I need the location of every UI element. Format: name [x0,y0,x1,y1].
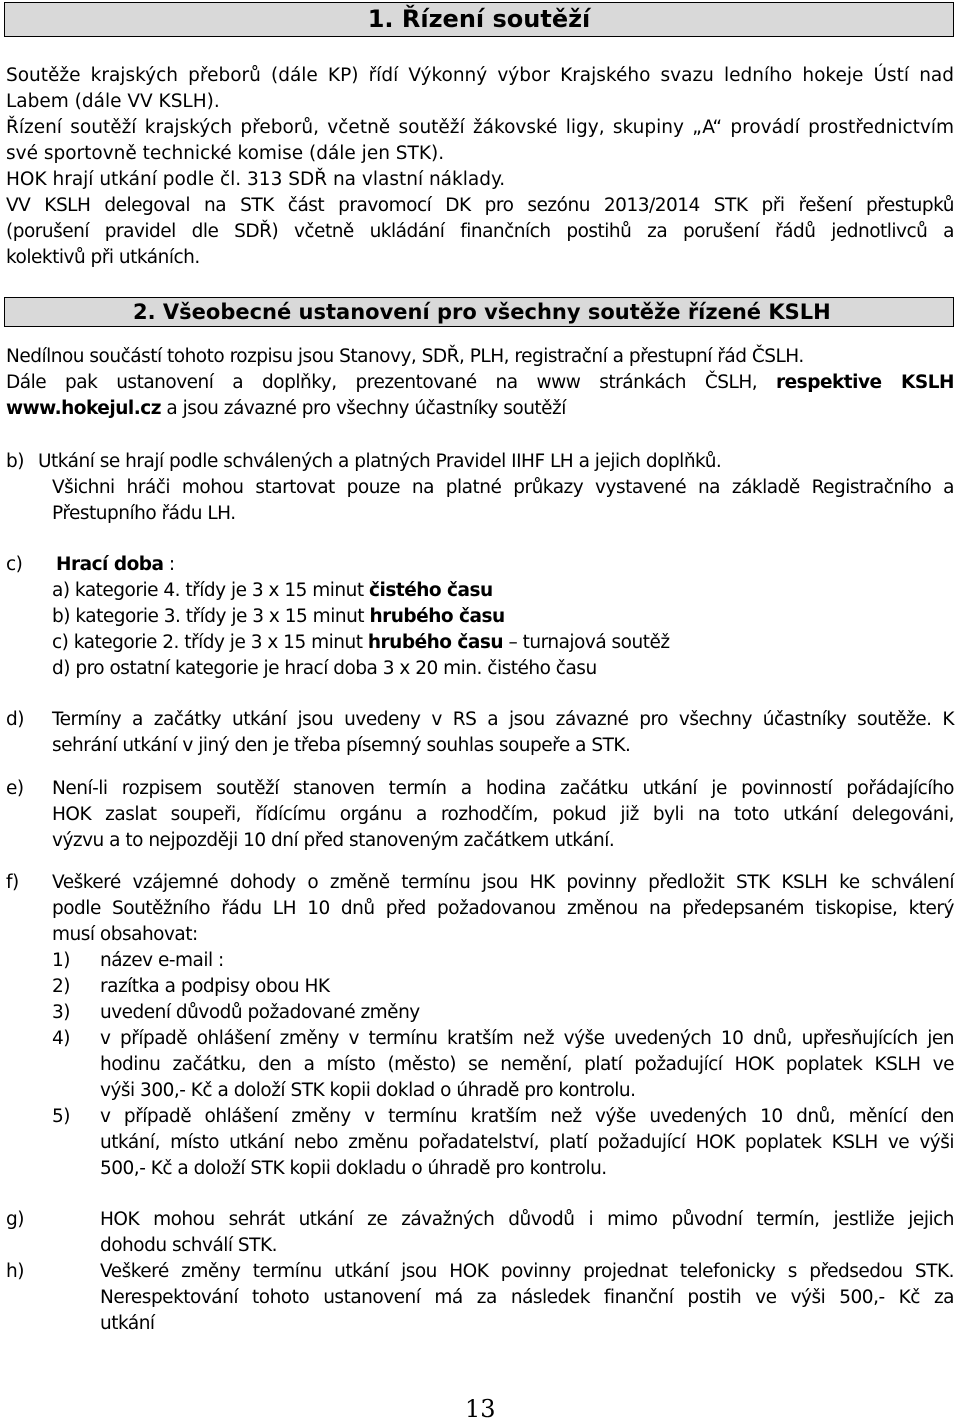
item-c-a-bold: čistého času [369,580,493,601]
item-d-line1: Termíny a začátky utkání jsou uvedeny v RS a jsou závazné pro všechny účastníky soutěže. K [52,709,954,730]
item-f-line1: Veškeré vzájemné dohody o změně termínu jsou HK povinny předložit STK KSLH ke schválení [52,872,954,893]
play-time-title: Hrací doba [56,554,164,575]
f1-number: 1) [52,950,70,971]
item-h-line2: Nerespektování tohoto ustanovení má za následek finanční postih ve výši 500,- Kč za [100,1287,954,1308]
s1-p4-line2: (porušení pravidel dle SDŘ) včetně ukládání finančních postihů za porušení řádů jednotlivců a [6,221,954,242]
item-g-label: g) [6,1209,24,1230]
item-c-c [52,630,670,656]
item-f-label: f) [6,872,19,893]
item-h-line3: utkání [100,1313,155,1334]
f5-line3: 500,- Kč a doloží STK kopii dokladu o úhradě pro kontrolu. [100,1158,607,1179]
f4-number: 4) [52,1028,70,1049]
s1-p1-line1: Soutěže krajských přeborů (dále KP) řídí Výkonný výbor Krajského svazu ledního hokeje Ústí nad [6,65,954,86]
item-b-label: b) [6,451,24,472]
s2-intro-line3-text: a jsou závazné pro všechny účastníky soutěží [160,398,566,419]
s1-p1-line2: Labem (dále VV KSLH). [6,91,220,112]
f4-line3: výši 300,- Kč a doloží STK kopii doklad o úhradě pro kontrolu. [100,1080,636,1101]
item-c-d: d) pro ostatní kategorie je hrací doba 3 x 20 min. čistého času [52,658,597,679]
item-b-line2: Všichni hráči mohou startovat pouze na platné průkazy vystavené na základě Registračního a [52,477,954,498]
f1-text: název e-mail : [100,950,224,971]
item-c-c-suffix: – turnajová soutěž [503,632,670,653]
item-g-line2: dohodu schválí STK. [100,1235,277,1256]
f2-number: 2) [52,976,70,997]
f4-line1: v případě ohlášení změny v termínu kratším než výše uvedených 10 dnů, upřesňujících jen [100,1028,954,1049]
item-c-c-text: c) kategorie 2. třídy je 3 x 15 minut [52,632,368,653]
s1-p4-line1: VV KSLH delegoval na STK část pravomocí DK pro sezónu 2013/2014 STK při řešení přestupků [6,195,954,216]
s2-intro-kslh: respektive KSLH [776,372,954,393]
item-b-line3: Přestupního řádu LH. [52,503,236,524]
f5-number: 5) [52,1106,70,1127]
f5-line2: utkání, místo utkání nebo změnu pořadatelství, platí požadující HOK poplatek KSLH ve výši [100,1132,954,1153]
item-b-line1: Utkání se hrají podle schválených a platných Pravidel IIHF LH a jejich doplňků. [38,451,722,472]
item-e-label: e) [6,778,24,799]
section-1-heading: 1. Řízení soutěží [4,2,954,37]
item-h-label: h) [6,1261,24,1282]
section-2-heading-text: 2. Všeobecné ustanovení pro všechny soutěže řízené KSLH [133,300,831,324]
website-link[interactable]: www.hokejul.cz [6,398,161,419]
page-number: 13 [465,1395,496,1423]
s2-intro-line2 [6,370,954,396]
item-c-b-text: b) kategorie 3. třídy je 3 x 15 minut [52,606,370,627]
item-e-line3: výzvu a to nejpozději 10 dní před stanoveným začátkem utkání. [52,830,615,851]
item-c-label: c) [6,554,23,575]
f4-line2: hodinu začátku, den a místo (město) se nemění, platí požadující HOK poplatek KSLH ve [100,1054,954,1075]
item-g-line1: HOK mohou sehrát utkání ze závažných důvodů i mimo původní termín, jestliže jejich [100,1209,954,1230]
item-h-line1: Veškeré změny termínu utkání jsou HOK povinny projednat telefonicky s předsedou STK. [100,1261,954,1282]
item-c-b [52,604,505,630]
s1-p2-line2: své sportovně technické komise (dále jen STK). [6,143,445,164]
f3-number: 3) [52,1002,70,1023]
f3-text: uvedení důvodů požadované změny [100,1002,420,1023]
s1-p3: HOK hrají utkání podle čl. 313 SDŘ na vlastní náklady. [6,169,506,190]
item-f-line3: musí obsahovat: [52,924,198,945]
item-c-b-bold: hrubého času [369,606,505,627]
item-c-a-text: a) kategorie 4. třídy je 3 x 15 minut [52,580,370,601]
item-d-line2: sehrání utkání v jiný den je třeba písemný souhlas soupeře a STK. [52,735,631,756]
s2-intro-line3 [6,396,566,422]
item-f-line2: podle Soutěžního řádu LH 10 dnů před požadovanou změnou na předepsaném tiskopise, který [52,898,954,919]
f2-text: razítka a podpisy obou HK [100,976,330,997]
s1-p2-line1: Řízení soutěží krajských přeborů, včetně soutěží žákovské ligy, skupiny „A“ provádí prostřednictvím [6,117,954,138]
item-c-title [56,552,175,578]
play-time-colon: : [163,554,175,575]
s2-intro-line2-text: Dále pak ustanovení a doplňky, prezentované na www stránkách ČSLH, [6,372,777,393]
s2-intro-line1: Nedílnou součástí tohoto rozpisu jsou Stanovy, SDŘ, PLH, registrační a přestupní řád ČSLH. [6,346,804,367]
item-c-a [52,578,493,604]
f5-line1: v případě ohlášení změny v termínu kratším než výše uvedených 10 dnů, měnící den [100,1106,954,1127]
item-d-label: d) [6,709,24,730]
item-c-c-bold: hrubého času [367,632,504,653]
section-2-heading [4,297,954,327]
item-e-line2: HOK zaslat soupeři, řídícímu orgánu a rozhodčím, pokud již byli na toto utkání delegováni, [52,804,954,825]
item-e-line1: Není-li rozpisem soutěží stanoven termín a hodina začátku utkání je povinností pořádajícího [52,778,954,799]
s1-p4-line3: kolektivů při utkáních. [6,247,200,268]
